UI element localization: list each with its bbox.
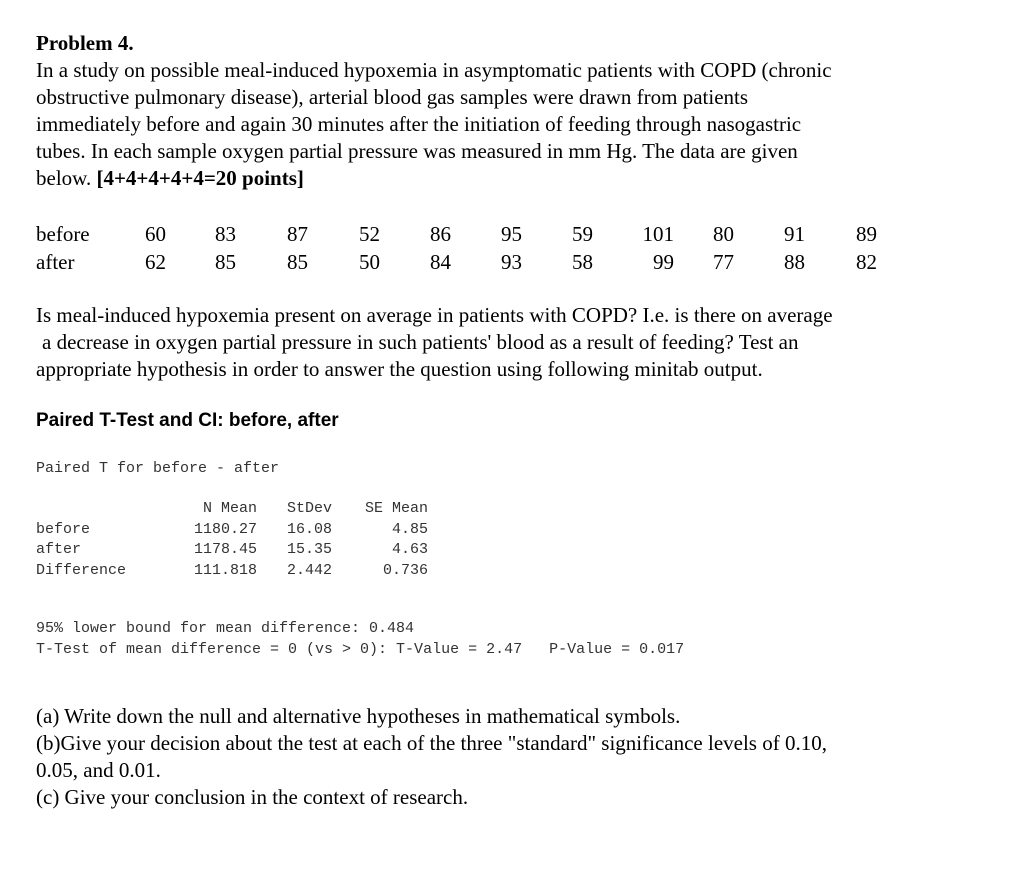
intro-line-last	[36, 165, 996, 192]
problem-title: Problem 4.	[36, 31, 134, 55]
part-b: (b)Give your decision about the test at each of the three "standard" significance levels of 0.10,	[36, 731, 827, 755]
part-a: (a) Write down the null and alternative hypotheses in mathematical symbols.	[36, 704, 681, 728]
header-stdev: StDev	[286, 500, 332, 517]
data-cell: 50	[359, 250, 380, 274]
stats-stdev: 16.08	[286, 520, 332, 538]
data-cell: 85	[215, 250, 236, 274]
data-cell: 59	[572, 222, 593, 246]
data-table	[36, 220, 936, 276]
data-cell: 93	[501, 250, 522, 274]
data-cell: 86	[430, 222, 451, 246]
data-row-after	[36, 248, 936, 276]
stats-label: before	[36, 520, 91, 538]
intro-line: tubes. In each sample oxygen partial pressure was measured in mm Hg. The data are given	[36, 139, 798, 163]
data-cell: 101	[642, 222, 674, 246]
stats-stdev: 2.442	[286, 561, 332, 579]
stats-header-row	[36, 500, 456, 521]
stats-mean: 80.27	[211, 520, 257, 538]
stats-mean: 78.45	[211, 541, 257, 558]
question-line: Is meal-induced hypoxemia present on average in patients with COPD? I.e. is there on average	[36, 303, 833, 327]
stats-se-mean: 0.736	[382, 561, 428, 579]
t-test-line: T-Test of mean difference = 0 (vs > 0): T-Value = 2.47 P-Value = 0.017	[36, 641, 685, 658]
data-cell: 87	[287, 222, 308, 246]
intro-last-text: below.	[36, 166, 97, 190]
header-mean: Mean	[220, 500, 257, 517]
data-cell: 99	[653, 250, 674, 274]
data-cell: 80	[713, 222, 734, 246]
row-label: after	[36, 250, 75, 274]
stats-row-before	[36, 521, 456, 542]
stats-n: 11	[193, 520, 212, 538]
intro-line: In a study on possible meal-induced hypoxemia in asymptomatic patients with COPD (chronic	[36, 58, 832, 82]
question-line: appropriate hypothesis in order to answer the question using following minitab output.	[36, 357, 763, 381]
header-se-mean: SE Mean	[364, 500, 428, 517]
data-cell: 52	[359, 222, 380, 246]
minitab-subtitle: Paired T for before - after	[36, 460, 280, 477]
problem-intro	[36, 57, 996, 192]
stats-row-difference	[36, 562, 456, 583]
stats-row-after	[36, 541, 456, 562]
data-cell: 83	[215, 222, 236, 246]
data-cell: 95	[501, 222, 522, 246]
stats-n: 11	[193, 561, 212, 579]
research-question	[36, 302, 996, 383]
stats-mean: 1.818	[211, 561, 257, 579]
stats-se-mean: 4.85	[391, 520, 428, 538]
intro-line: obstructive pulmonary disease), arterial blood gas samples were drawn from patients	[36, 85, 749, 109]
data-cell: 88	[784, 250, 805, 274]
stats-n: 11	[193, 541, 212, 558]
stats-se-mean: 4.63	[391, 541, 428, 558]
data-cell: 91	[784, 222, 805, 246]
minitab-heading: Paired T-Test and CI: before, after	[36, 410, 339, 431]
problem-header	[36, 30, 996, 192]
lower-bound-line: 95% lower bound for mean difference: 0.484	[36, 620, 415, 637]
minitab-stats-table	[36, 500, 456, 582]
intro-line: immediately before and again 30 minutes after the initiation of feeding through nasogastric	[36, 112, 802, 136]
data-cell: 62	[145, 250, 166, 274]
part-b-continued: 0.05, and 0.01.	[36, 758, 161, 782]
stats-label: Difference	[36, 561, 127, 579]
data-cell: 82	[856, 250, 877, 274]
part-c: (c) Give your conclusion in the context of research.	[36, 785, 469, 809]
data-cell: 84	[430, 250, 451, 274]
data-cell: 89	[856, 222, 877, 246]
stats-label: after	[36, 541, 82, 558]
data-cell: 77	[713, 250, 734, 274]
question-parts	[36, 703, 996, 811]
stats-stdev: 15.35	[286, 541, 332, 558]
points-label: [4+4+4+4+4=20 points]	[96, 166, 304, 190]
data-cell: 85	[287, 250, 308, 274]
data-row-before	[36, 220, 936, 248]
data-cell: 60	[145, 222, 166, 246]
data-cell: 58	[572, 250, 593, 274]
header-n: N	[202, 500, 212, 517]
row-label: before	[36, 222, 90, 246]
question-line: a decrease in oxygen partial pressure in such patients' blood as a result of feeding? Test an	[42, 330, 799, 354]
